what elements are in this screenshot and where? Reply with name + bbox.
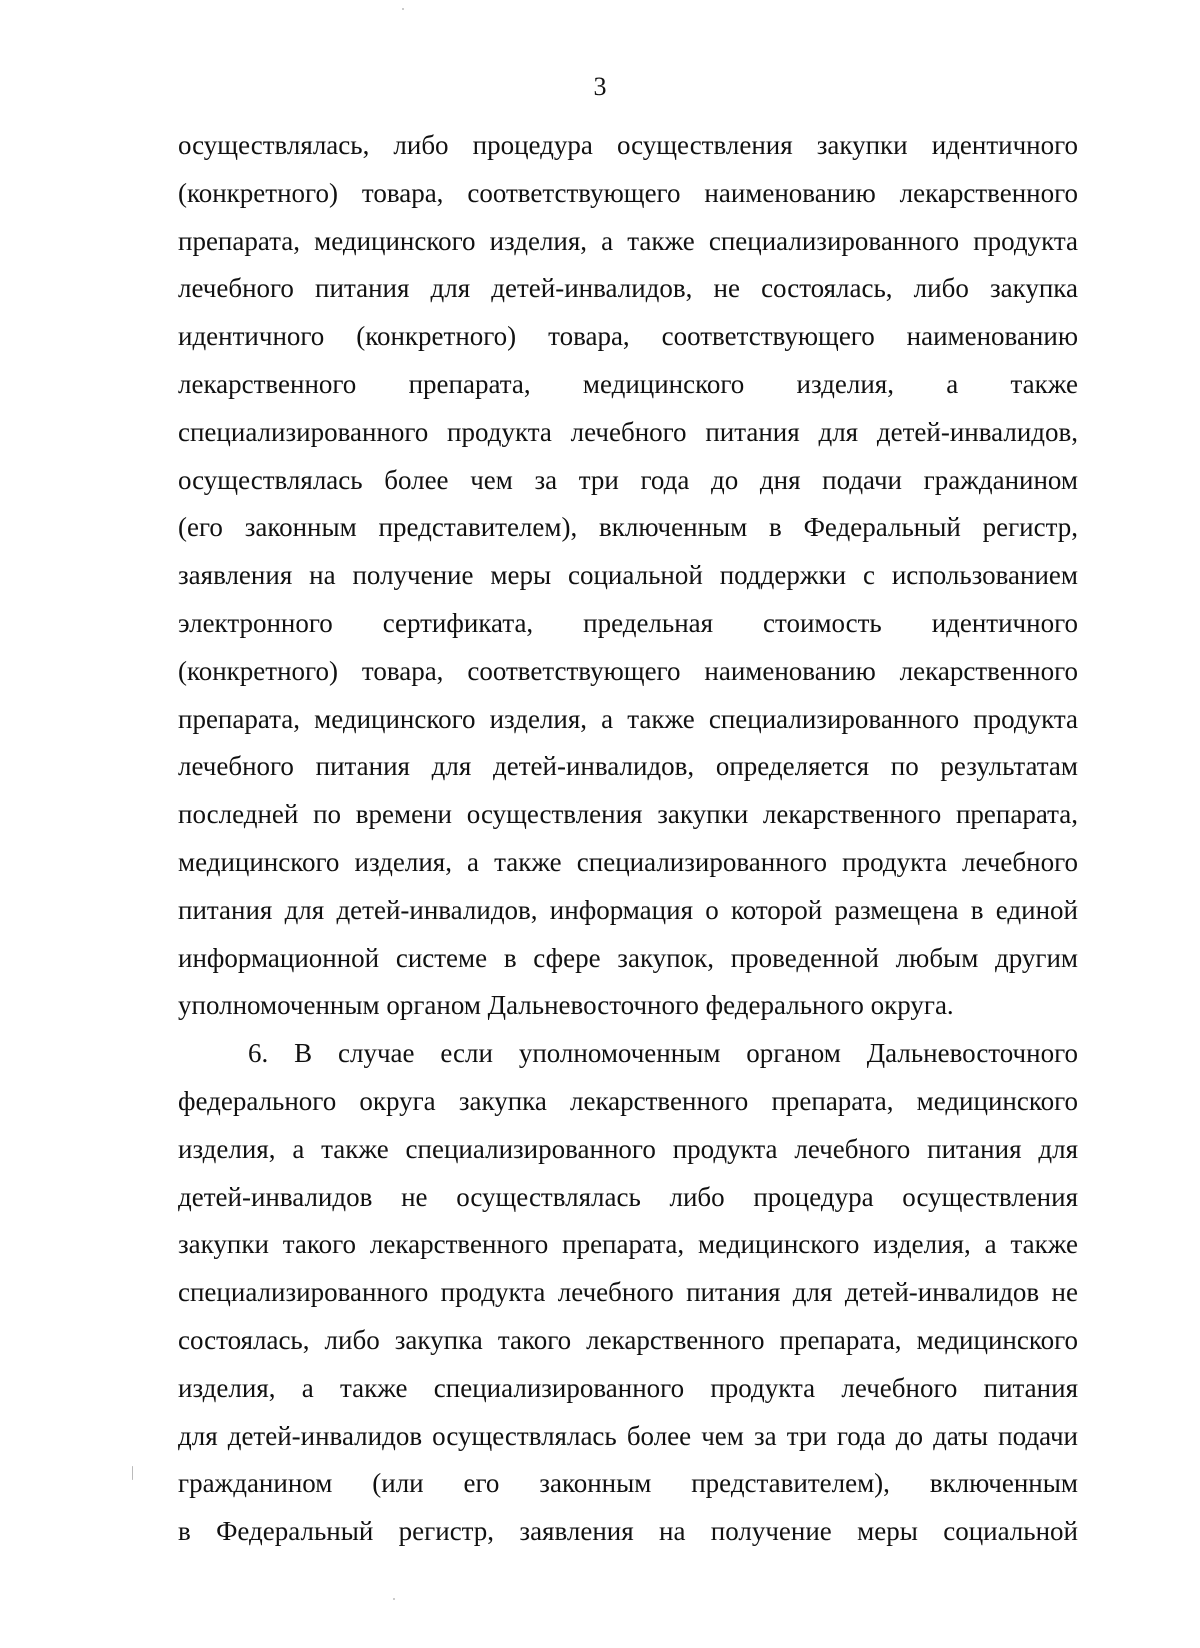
- text-line: питания для детей-инвалидов, информация о которой размещена в единой: [178, 894, 1078, 925]
- text-line: лечебного питания для детей-инвалидов, определяется по результатам: [178, 751, 1078, 782]
- text-line: информационной системе в сфере закупок, проведенной любым другим: [178, 942, 1078, 973]
- text-line: федерального округа закупка лекарственного препарата, медицинского: [178, 1085, 1078, 1116]
- text-line: детей-инвалидов не осуществлялась либо процедура осуществления: [178, 1181, 1078, 1212]
- text-line: специализированного продукта лечебного питания для детей-инвалидов не: [178, 1277, 1078, 1308]
- text-line: электронного сертификата, предельная стоимость идентичного: [178, 607, 1078, 638]
- text-line: (его законным представителем), включенным в Федеральный регистр,: [178, 512, 1078, 543]
- text-line: осуществлялась более чем за три года до дня подачи гражданином: [178, 464, 1078, 495]
- text-line: изделия, а также специализированного продукта лечебного питания: [178, 1372, 1078, 1403]
- scan-speck: [393, 1598, 395, 1600]
- text-line: (конкретного) товара, соответствующего наименованию лекарственного: [178, 655, 1078, 686]
- text-line: последней по времени осуществления закупки лекарственного препарата,: [178, 799, 1078, 830]
- text-line: специализированного продукта лечебного питания для детей-инвалидов,: [178, 416, 1078, 447]
- text-line: препарата, медицинского изделия, а также специализированного продукта: [178, 703, 1078, 734]
- text-line: идентичного (конкретного) товара, соответствующего наименованию: [178, 321, 1078, 352]
- document-body: [178, 122, 1078, 1556]
- paragraph-6: [178, 1030, 1078, 1556]
- text-line: препарата, медицинского изделия, а также специализированного продукта: [178, 225, 1078, 256]
- scan-speck: [402, 8, 404, 10]
- text-line: уполномоченным органом Дальневосточного федерального округа.: [178, 990, 954, 1021]
- paragraph-5-continuation: [178, 122, 1078, 1030]
- text-line: (конкретного) товара, соответствующего наименованию лекарственного: [178, 177, 1078, 208]
- text-line: состоялась, либо закупка такого лекарственного препарата, медицинского: [178, 1324, 1078, 1355]
- text-line: осуществлялась, либо процедура осуществления закупки идентичного: [178, 130, 1078, 160]
- text-line: лечебного питания для детей-инвалидов, не состоялась, либо закупка: [178, 273, 1078, 304]
- text-line: в Федеральный регистр, заявления на получение меры социальной: [178, 1516, 1078, 1547]
- text-line: лекарственного препарата, медицинского изделия, а также: [178, 368, 1078, 399]
- text-line: закупки такого лекарственного препарата, медицинского изделия, а также: [178, 1229, 1078, 1260]
- text-line: медицинского изделия, а также специализированного продукта лечебного: [178, 846, 1078, 877]
- text-line: заявления на получение меры социальной поддержки с использованием: [178, 560, 1078, 591]
- text-line: для детей-инвалидов осуществлялась более чем за три года до даты подачи: [178, 1420, 1078, 1451]
- text-line: 6. В случае если уполномоченным органом Дальневосточного: [248, 1038, 1078, 1069]
- page-number: 3: [593, 72, 607, 101]
- text-line: гражданином (или его законным представителем), включенным: [178, 1468, 1078, 1499]
- scan-speck: [132, 1466, 133, 1480]
- text-line: изделия, а также специализированного продукта лечебного питания для: [178, 1133, 1078, 1164]
